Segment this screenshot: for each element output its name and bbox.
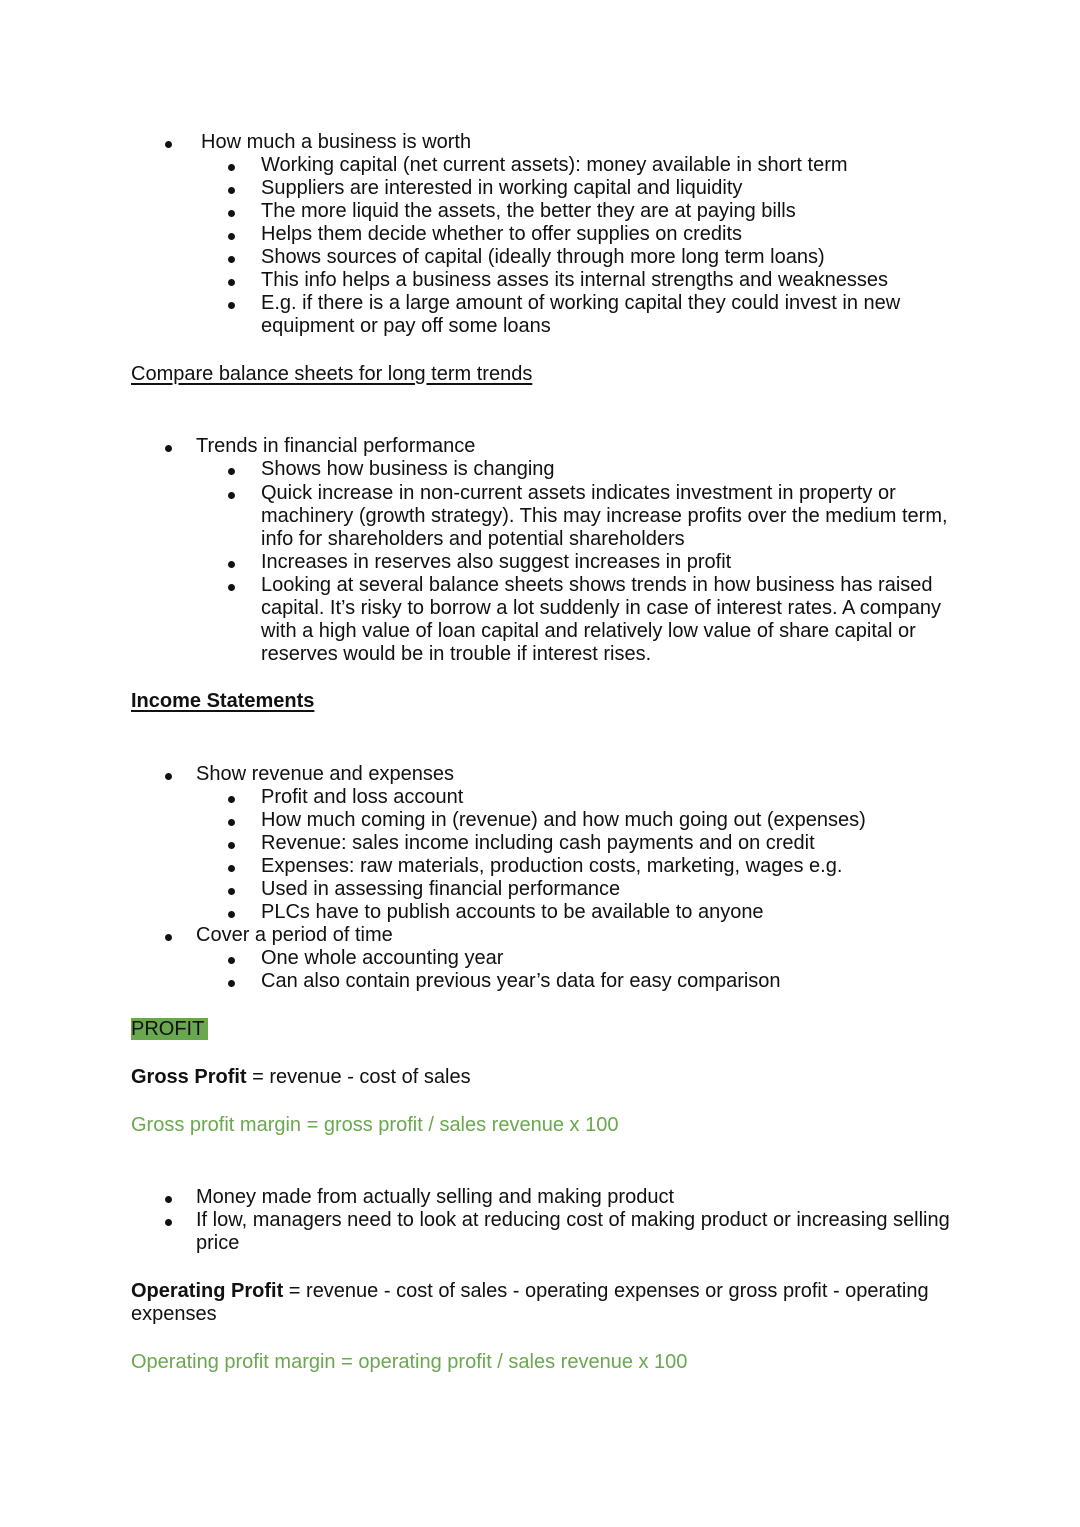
bullet (228, 210, 235, 217)
list-item: Profit and loss account (261, 786, 464, 808)
list-item-continuation: info for shareholders and potential shareholders (261, 528, 685, 550)
bullet (228, 819, 235, 826)
bullet (228, 187, 235, 194)
list-item: Cover a period of time (196, 924, 393, 946)
list-item: PLCs have to publish accounts to be available to anyone (261, 901, 764, 923)
list-item: If low, managers need to look at reducing cost of making product or increasing selling (196, 1209, 950, 1231)
section-heading: Compare balance sheets for long term trends (131, 363, 533, 385)
bullet (165, 773, 172, 780)
list-item: Suppliers are interested in working capital and liquidity (261, 177, 743, 199)
operating-profit-formula (131, 1280, 929, 1303)
bullet (228, 561, 235, 568)
list-item: One whole accounting year (261, 947, 504, 969)
list-item: Can also contain previous year’s data for easy comparison (261, 970, 781, 992)
list-item-continuation: price (196, 1232, 240, 1254)
list-item: Shows sources of capital (ideally through more long term loans) (261, 246, 825, 268)
list-item-continuation: with a high value of loan capital and relatively low value of share capital or (261, 620, 916, 642)
definition-continuation: expenses (131, 1303, 217, 1325)
list-item: Expenses: raw materials, production costs, marketing, wages e.g. (261, 855, 843, 877)
bullet (228, 865, 235, 872)
list-item: Show revenue and expenses (196, 763, 454, 785)
list-item: Helps them decide whether to offer supplies on credits (261, 223, 743, 245)
list-item: The more liquid the assets, the better they are at paying bills (261, 200, 796, 222)
list-item: Increases in reserves also suggest increases in profit (261, 551, 732, 573)
list-item: How much a business is worth (201, 131, 472, 153)
bullet (165, 141, 172, 148)
operating-margin-formula: Operating profit margin = operating profit / sales revenue x 100 (131, 1351, 688, 1373)
gross-margin-formula: Gross profit margin = gross profit / sales revenue x 100 (131, 1114, 619, 1136)
list-item: Quick increase in non-current assets indicates investment in property or (261, 482, 896, 504)
bullet (165, 1219, 172, 1226)
bullet (165, 934, 172, 941)
list-item: E.g. if there is a large amount of working capital they could invest in new (261, 292, 901, 314)
definition: = revenue - cost of sales (246, 1066, 471, 1088)
bullet (228, 584, 235, 591)
list-item-continuation: equipment or pay off some loans (261, 315, 551, 337)
section-heading: Income Statements (131, 690, 315, 712)
bullet (228, 911, 235, 918)
gross-profit-formula (131, 1066, 471, 1089)
list-item: Trends in financial performance (196, 435, 476, 457)
bullet (165, 1196, 172, 1203)
highlighted-label: PROFIT (131, 1018, 208, 1040)
list-item: How much coming in (revenue) and how much going out (expenses) (261, 809, 866, 831)
list-item: Revenue: sales income including cash payments and on credit (261, 832, 815, 854)
definition: = revenue - cost of sales - operating expenses or gross profit - operating (283, 1280, 929, 1302)
bullet (228, 842, 235, 849)
bullet (228, 980, 235, 987)
list-item: Shows how business is changing (261, 458, 555, 480)
list-item: Looking at several balance sheets shows trends in how business has raised (261, 574, 933, 596)
list-item: Used in assessing financial performance (261, 878, 621, 900)
list-item: Working capital (net current assets): money available in short term (261, 154, 848, 176)
list-item-continuation: machinery (growth strategy). This may increase profits over the medium term, (261, 505, 948, 527)
bullet (228, 302, 235, 309)
list-item-continuation: capital. It’s risky to borrow a lot suddenly in case of interest rates. A company (261, 597, 941, 619)
bullet (228, 233, 235, 240)
bullet (228, 468, 235, 475)
bullet (228, 256, 235, 263)
bullet (165, 445, 172, 452)
list-item: This info helps a business asses its internal strengths and weaknesses (261, 269, 889, 291)
term: Operating Profit (131, 1280, 284, 1302)
term: Gross Profit (131, 1066, 247, 1088)
bullet (228, 957, 235, 964)
bullet (228, 492, 235, 499)
bullet (228, 164, 235, 171)
bullet (228, 796, 235, 803)
list-item: Money made from actually selling and making product (196, 1186, 675, 1208)
bullet (228, 888, 235, 895)
bullet (228, 279, 235, 286)
profit-label-row (131, 1018, 208, 1041)
list-item-continuation: reserves would be in trouble if interest rises. (261, 643, 652, 665)
